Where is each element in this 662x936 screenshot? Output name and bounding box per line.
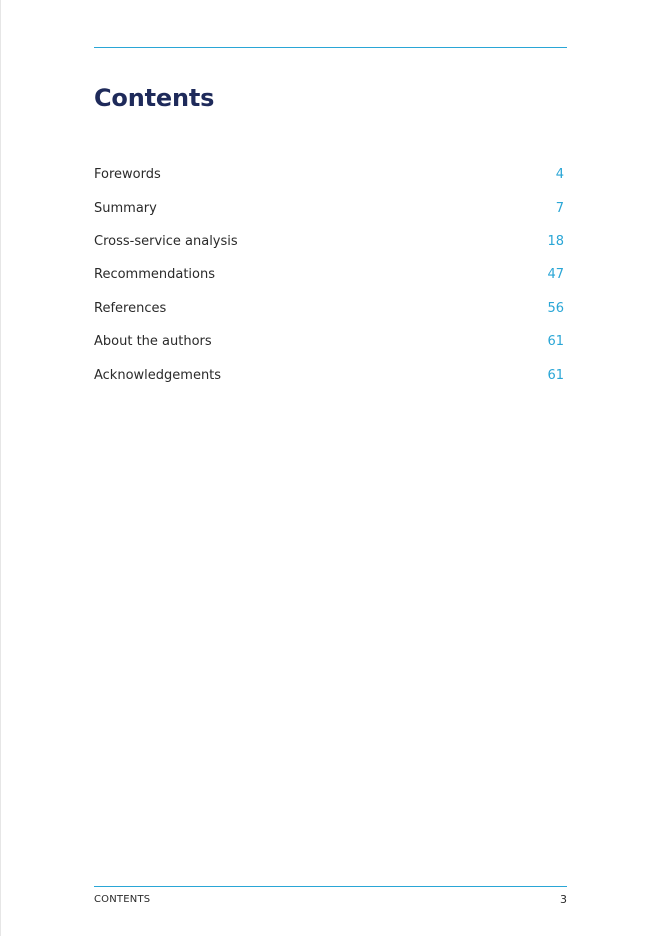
toc-entry-label: Acknowledgements [94, 367, 222, 383]
toc-entry-forewords[interactable] [94, 158, 564, 191]
toc-entry-page-number: 61 [547, 367, 564, 383]
footer-page-number: 3 [560, 893, 567, 906]
toc-entry-page-number: 4 [555, 167, 564, 183]
toc-entry-label: References [94, 300, 167, 316]
toc-entry-label: About the authors [94, 334, 212, 350]
header-rule [94, 47, 567, 48]
toc-entry-page-number: 47 [547, 267, 564, 283]
toc-entry-page-number: 18 [547, 233, 564, 249]
toc-entry-recommendations[interactable] [94, 258, 564, 291]
page-edge [0, 0, 1, 936]
table-of-contents [94, 158, 564, 392]
toc-entry-acknowledgements[interactable] [94, 358, 564, 391]
toc-entry-about-the-authors[interactable] [94, 325, 564, 358]
toc-entry-page-number: 61 [547, 334, 564, 350]
page-title: Contents [94, 84, 215, 112]
toc-entry-label: Cross-service analysis [94, 233, 238, 249]
footer-rule [94, 886, 567, 887]
toc-entry-references[interactable] [94, 292, 564, 325]
toc-entry-label: Forewords [94, 167, 161, 183]
toc-entry-cross-service-analysis[interactable] [94, 225, 564, 258]
toc-entry-label: Recommendations [94, 267, 216, 283]
footer-section-label: CONTENTS [94, 894, 151, 905]
toc-entry-page-number: 7 [555, 200, 564, 216]
toc-entry-page-number: 56 [547, 300, 564, 316]
toc-entry-label: Summary [94, 200, 157, 216]
toc-entry-summary[interactable] [94, 191, 564, 224]
